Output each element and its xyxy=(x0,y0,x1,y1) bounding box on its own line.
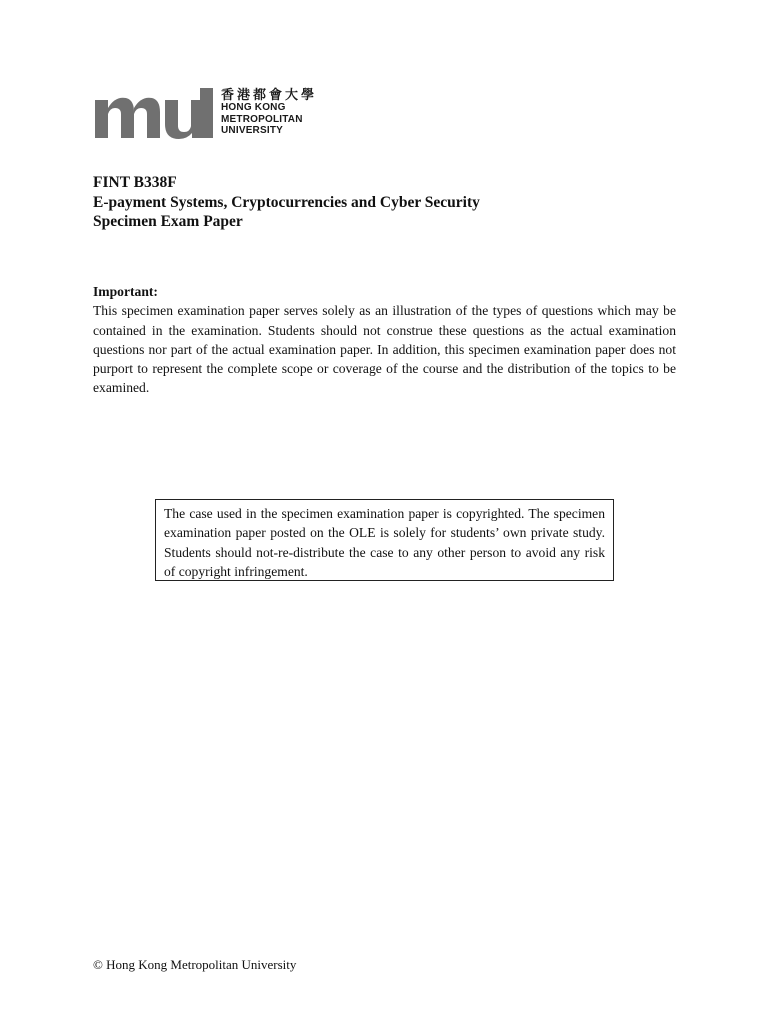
document-title xyxy=(93,173,480,232)
copyright-footer: © Hong Kong Metropolitan University xyxy=(93,957,297,972)
important-body: This specimen examination paper serves solely as an illustration of the types of questions which may be contained in the examination. Students should not construe these questions as the actual examination questions nor part of the actual examination paper. In addition, this specimen examination paper does not purport to represent the complete scope or coverage of the course and the distribution of the topics to be examined. xyxy=(93,303,676,396)
important-section xyxy=(93,282,676,398)
logo-english-line-1: HONG KONG xyxy=(221,102,286,113)
copyright-notice-box xyxy=(155,499,614,581)
course-name: E-payment Systems, Cryptocurrencies and Cyber Security xyxy=(93,193,480,211)
logo-chinese-name: 香港都會大學 xyxy=(221,87,318,102)
course-code: FINT B338F xyxy=(93,174,177,191)
university-logo xyxy=(93,86,333,142)
logo-english-line-2: METROPOLITAN xyxy=(221,113,303,125)
important-heading: Important: xyxy=(93,284,158,299)
logo-english-line-3: UNIVERSITY xyxy=(221,125,284,136)
logo-wordmark xyxy=(221,86,317,137)
paper-type: Specimen Exam Paper xyxy=(93,213,243,230)
copyright-notice-text: The case used in the specimen examination paper is copyrighted. The specimen examination paper posted on the OLE is solely for students’ own private study. Students should not-re-distribute the case to any other person to avoid any risk of copyright infringement. xyxy=(164,506,605,579)
mu-monogram-logo xyxy=(93,86,215,140)
